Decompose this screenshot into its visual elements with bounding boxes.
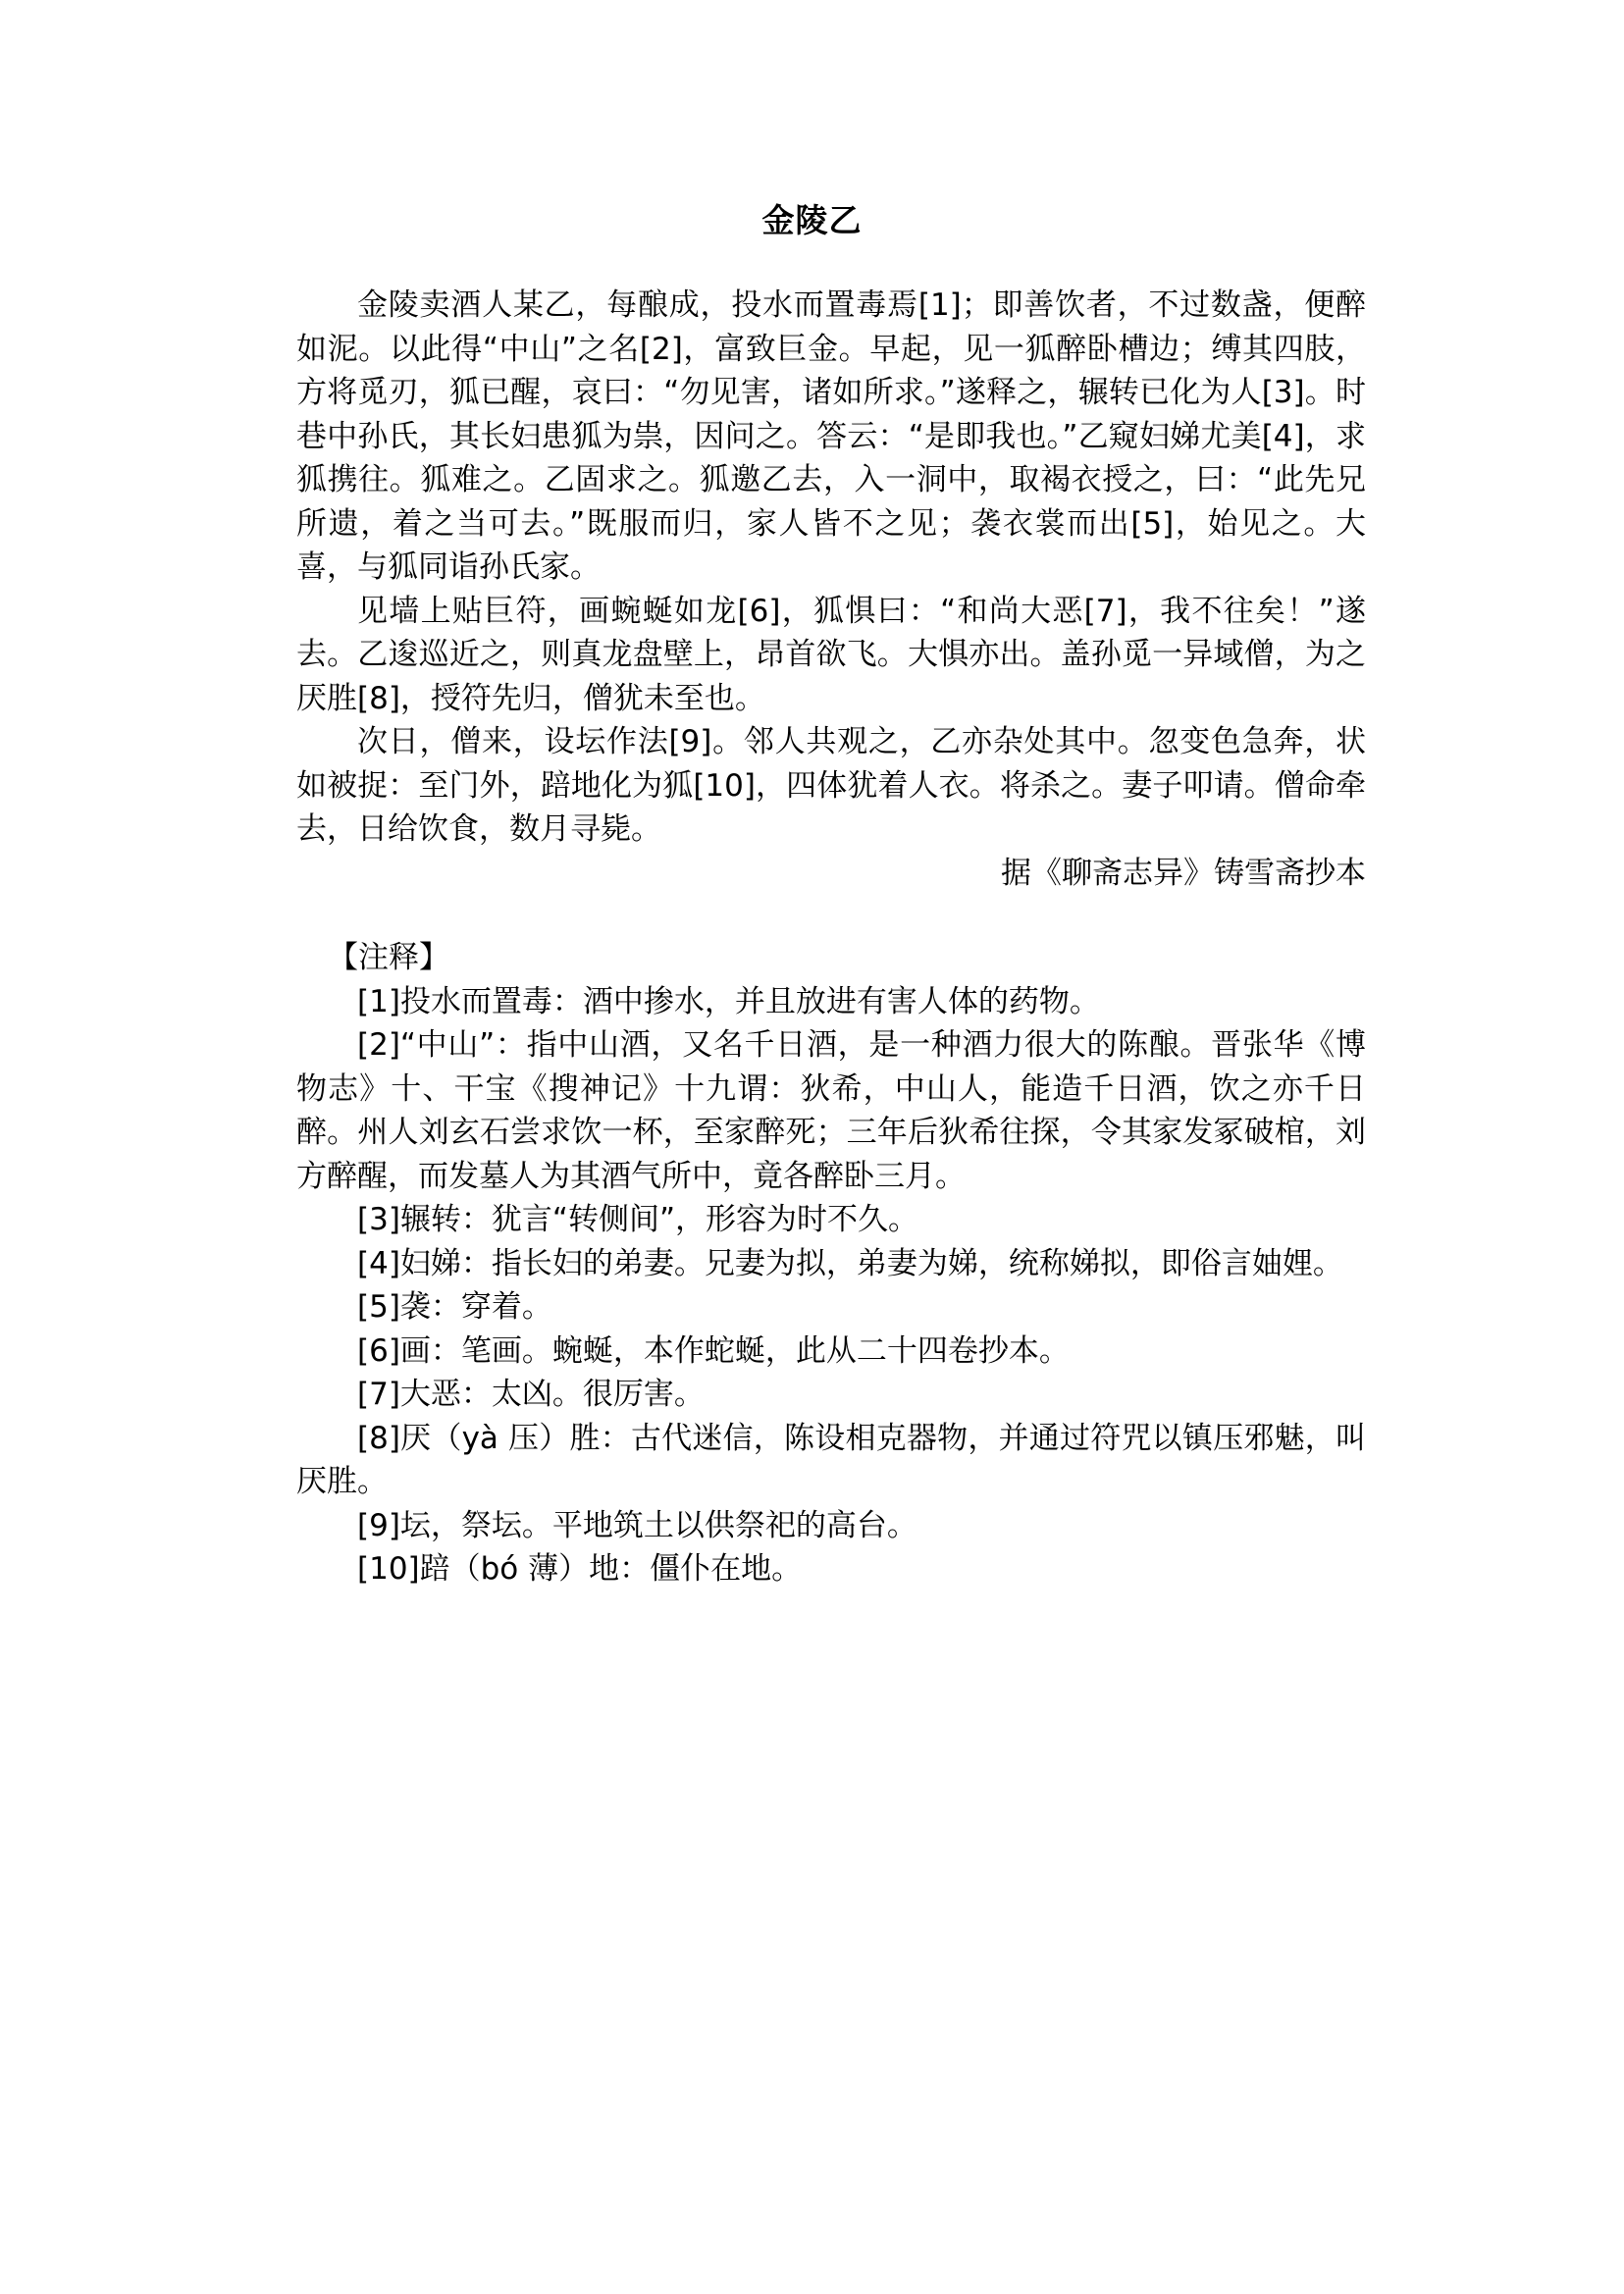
story-paragraph: 金陵卖酒人某乙，每酿成，投水而置毒焉[1]；即善饮者，不过数盏，便醉如泥。以此得“中山”之名[2]，富致巨金。早起，见一狐醉卧槽边；缚其四肢，方将觅刃，狐已醒，哀曰：“勿见害，诸如所求。”遂释之，辗转已化为人[3]。时巷中孙氏，其长妇患狐为祟，因问之。答云：“是即我也。”乙窥妇娣尤美[4]，求狐携往。狐难之。乙固求之。狐邀乙去，入一洞中，取褐衣授之，曰：“此先兄所遗，着之当可去。”既服而归，家人皆不之见；袭衣裳而出[5]，始见之。大喜，与狐同诣孙氏家。 — [296, 287, 1366, 585]
note-item: [4]妇娣：指长妇的弟妻。兄妻为拟，弟妻为娣，统称娣拟，即俗言妯娌。 — [357, 1245, 1343, 1281]
note-item: [5]袭：穿着。 — [357, 1289, 552, 1325]
document-title: 金陵乙 — [761, 201, 863, 239]
story-paragraph: 次日，僧来，设坛作法[9]。邻人共观之，乙亦杂处其中。忽变色急奔，状如被捉：至门外，踣地化为狐[10]，四体犹着人衣。将杀之。妻子叩请。僧命牵去，日给饮食，数月寻毙。 — [296, 724, 1366, 847]
note-item: [7]大恶：太凶。很厉害。 — [357, 1377, 705, 1412]
source-citation: 据《聊斋志异》铸雪斋抄本 — [1001, 856, 1366, 891]
note-item: [3]辗转：犹言“转侧间”，形容为时不久。 — [357, 1202, 919, 1237]
note-item: [8]厌（yà 压）胜：古代迷信，陈设相克器物，并通过符咒以镇压邪魅，叫厌胜。 — [296, 1420, 1366, 1499]
note-item: [6]画：笔画。蜿蜒，本作蛇蜒，此从二十四卷抄本。 — [357, 1332, 1070, 1369]
notes-list — [296, 980, 1366, 1591]
note-item: [9]坛，祭坛。平地筑土以供祭祀的高台。 — [357, 1507, 917, 1543]
note-item: [1]投水而置毒：酒中掺水，并且放进有害人体的药物。 — [357, 983, 1100, 1019]
notes-heading: 【注释】 — [328, 940, 449, 975]
story-body — [296, 284, 1366, 852]
note-item: [10]踣（bó 薄）地：僵仆在地。 — [357, 1551, 803, 1587]
note-item: [2]“中山”：指中山酒，又名千日酒，是一种酒力很大的陈酿。晋张华《博物志》十、干宝《搜神记》十九谓：狄希，中山人，能造千日酒，饮之亦千日醉。州人刘玄石尝求饮一杯，至家醉死；三年后狄希往探，令其家发冢破棺，刘方醉醒，而发墓人为其酒气所中，竟各醉卧三月。 — [296, 1027, 1366, 1194]
notes-section — [296, 936, 1366, 1591]
story-paragraph: 见墙上贴巨符，画蜿蜒如龙[6]，狐惧曰：“和尚大恶[7]，我不往矣！”遂去。乙逡巡近之，则真龙盘壁上，昂首欲飞。大惧亦出。盖孙觅一异域僧，为之厌胜[8]，授符先归，僧犹未至也。 — [296, 593, 1366, 716]
